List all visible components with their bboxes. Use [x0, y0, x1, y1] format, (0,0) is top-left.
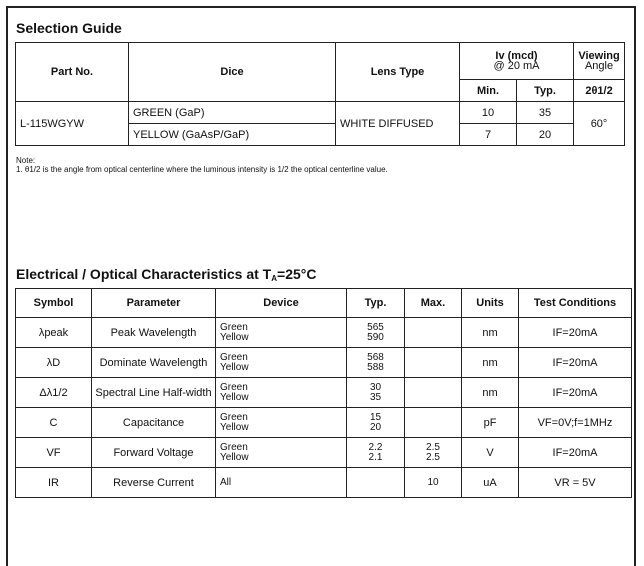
typ-line1: 30 — [369, 381, 382, 393]
units-cell: V — [462, 438, 519, 468]
typ-cell — [347, 318, 405, 348]
device-line2: Yellow — [220, 421, 249, 433]
device-cell — [216, 468, 347, 498]
header-iv-line1: Iv (mcd) — [495, 50, 538, 62]
header-min: Min. — [460, 80, 517, 102]
test-conditions-cell: IF=20mA — [519, 348, 632, 378]
units-cell: nm — [462, 348, 519, 378]
units-cell: nm — [462, 378, 519, 408]
header-test-conditions: Test Conditions — [519, 289, 632, 318]
symbol-cell: λpeak — [16, 318, 92, 348]
typ-line1: 565 — [367, 321, 384, 333]
electrical-title-sub: A — [271, 274, 278, 283]
table-row — [16, 378, 632, 408]
max-cell — [405, 438, 462, 468]
typ-line1: 568 — [367, 351, 384, 363]
max-cell — [405, 348, 462, 378]
device-cell — [216, 348, 347, 378]
note-text: 1. θ1/2 is the angle from optical centerline where the luminous intensity is 1/2 the optical centerline value. — [16, 165, 388, 174]
header-symbol: Symbol — [16, 289, 92, 318]
typ-line2: 588 — [367, 361, 384, 373]
header-parameter: Parameter — [92, 289, 216, 318]
table-row — [16, 408, 632, 438]
header-units: Units — [462, 289, 519, 318]
device-line1: All — [220, 476, 232, 488]
header-iv-line2: @ 20 mA — [493, 60, 540, 72]
green-typ-cell: 35 — [517, 102, 574, 124]
max-line1: 10 — [427, 476, 439, 488]
symbol-cell: Δλ1/2 — [16, 378, 92, 408]
units-cell: pF — [462, 408, 519, 438]
selection-guide-table — [15, 42, 625, 146]
selection-guide-title: Selection Guide — [16, 20, 122, 36]
typ-cell — [347, 468, 405, 498]
part-number-cell: L-115WGYW — [16, 102, 129, 146]
typ-line1: 2.2 — [368, 441, 383, 453]
test-conditions-cell: VF=0V;f=1MHz — [519, 408, 632, 438]
test-conditions-cell: VR = 5V — [519, 468, 632, 498]
parameter-cell: Peak Wavelength — [92, 318, 216, 348]
max-line2: 2.5 — [426, 451, 440, 463]
max-cell — [405, 408, 462, 438]
device-line2: Yellow — [220, 361, 249, 373]
yellow-typ-cell: 20 — [517, 124, 574, 146]
device-line2: Yellow — [220, 391, 249, 403]
device-line2: Yellow — [220, 451, 249, 463]
max-cell — [405, 378, 462, 408]
table-row — [16, 468, 632, 498]
test-conditions-cell: IF=20mA — [519, 378, 632, 408]
dice-yellow-cell: YELLOW (GaAsP/GaP) — [129, 124, 336, 146]
lens-type-cell: WHITE DIFFUSED — [336, 102, 460, 146]
typ-line2: 20 — [369, 421, 382, 433]
parameter-cell: Forward Voltage — [92, 438, 216, 468]
header-theta: 2θ1/2 — [574, 80, 625, 102]
header-viewing-line2: Angle — [584, 60, 614, 72]
typ-line2: 35 — [369, 391, 382, 403]
typ-cell — [347, 348, 405, 378]
parameter-cell: Spectral Line Half-width — [92, 378, 216, 408]
device-line1: Green — [220, 381, 248, 393]
header-viewing — [574, 43, 625, 80]
device-cell — [216, 378, 347, 408]
typ-line2: 590 — [367, 331, 384, 343]
symbol-cell: λD — [16, 348, 92, 378]
electrical-table — [15, 288, 632, 498]
device-line2: Yellow — [220, 331, 249, 343]
symbol-cell: IR — [16, 468, 92, 498]
header-device: Device — [216, 289, 347, 318]
max-cell — [405, 318, 462, 348]
max-cell — [405, 468, 462, 498]
symbol-cell: C — [16, 408, 92, 438]
device-cell — [216, 318, 347, 348]
typ-line2: 2.1 — [368, 451, 383, 463]
device-line1: Green — [220, 441, 248, 453]
note-block — [16, 156, 388, 174]
header-dice: Dice — [129, 43, 336, 102]
units-cell: nm — [462, 318, 519, 348]
header-max: Max. — [405, 289, 462, 318]
electrical-title-suffix: =25°C — [277, 266, 317, 282]
electrical-title — [16, 266, 316, 282]
electrical-title-prefix: Electrical / Optical Characteristics at T — [16, 266, 272, 282]
parameter-cell: Dominate Wavelength — [92, 348, 216, 378]
header-typ: Typ. — [517, 80, 574, 102]
table-row — [16, 348, 632, 378]
header-lens-type: Lens Type — [336, 43, 460, 102]
symbol-cell: VF — [16, 438, 92, 468]
note-label: Note: — [16, 156, 36, 165]
device-cell — [216, 408, 347, 438]
typ-cell — [347, 408, 405, 438]
device-cell — [216, 438, 347, 468]
parameter-cell: Reverse Current — [92, 468, 216, 498]
max-line1: 2.5 — [426, 441, 440, 453]
table-row — [16, 438, 632, 468]
dice-green-cell: GREEN (GaP) — [129, 102, 336, 124]
units-cell: uA — [462, 468, 519, 498]
device-line1: Green — [220, 321, 248, 333]
device-line1: Green — [220, 411, 248, 423]
yellow-min-cell: 7 — [460, 124, 517, 146]
device-line1: Green — [220, 351, 248, 363]
header-typ: Typ. — [347, 289, 405, 318]
typ-cell — [347, 378, 405, 408]
typ-line1: 15 — [369, 411, 382, 423]
viewing-angle-cell: 60° — [574, 102, 625, 146]
test-conditions-cell: IF=20mA — [519, 438, 632, 468]
test-conditions-cell: IF=20mA — [519, 318, 632, 348]
parameter-cell: Capacitance — [92, 408, 216, 438]
table-row — [16, 318, 632, 348]
header-part-no: Part No. — [16, 43, 129, 102]
header-viewing-line1: Viewing — [578, 50, 620, 62]
green-min-cell: 10 — [460, 102, 517, 124]
typ-cell — [347, 438, 405, 468]
header-iv — [460, 43, 574, 80]
